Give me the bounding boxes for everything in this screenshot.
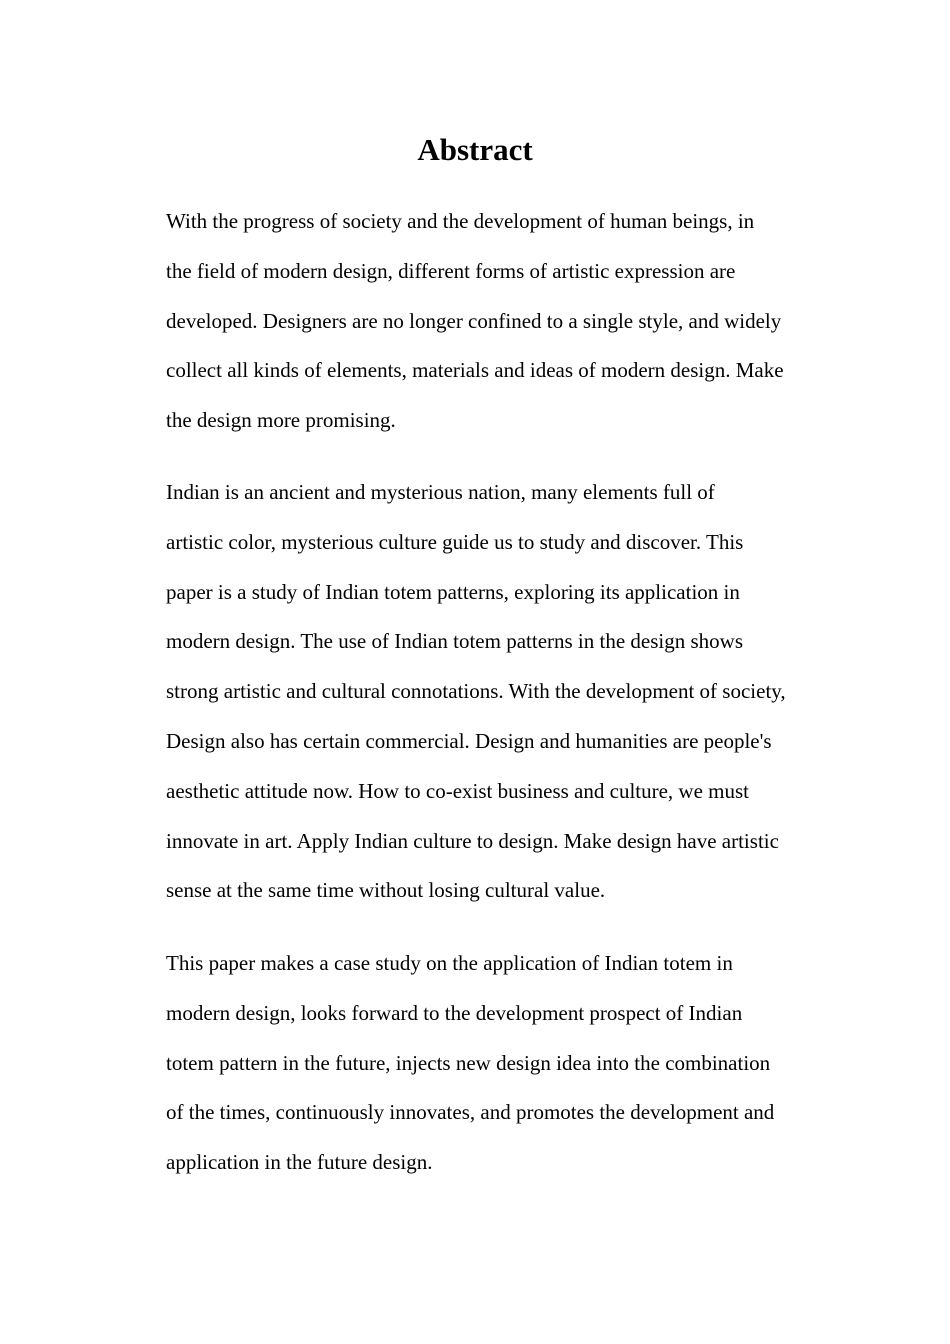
paragraph-line: strong artistic and cultural connotations. With the development of society, xyxy=(166,679,786,704)
paragraph-line: This paper makes a case study on the application of Indian totem in xyxy=(166,951,733,975)
paragraph-line: collect all kinds of elements, materials and ideas of modern design. Make xyxy=(166,358,784,383)
paragraph-line: Design also has certain commercial. Design and humanities are people's xyxy=(166,728,772,753)
abstract-paragraph-1 xyxy=(144,197,809,446)
paragraph-line: modern design. The use of Indian totem patterns in the design shows xyxy=(166,629,744,654)
abstract-paragraph-3 xyxy=(144,939,809,1188)
paragraph-line: sense at the same time without losing cultural value. xyxy=(166,878,606,903)
page-title: Abstract xyxy=(417,132,533,167)
paragraph-line: innovate in art. Apply Indian culture to design. Make design have artistic xyxy=(166,828,779,853)
paragraph-line: developed. Designers are no longer confined to a single style, and widely xyxy=(166,308,782,333)
paragraph-line: artistic color, mysterious culture guide us to study and discover. This xyxy=(166,529,744,554)
paragraph-line: With the progress of society and the development of human beings, in xyxy=(166,209,755,233)
paragraph-line: modern design, looks forward to the development prospect of Indian xyxy=(166,1000,743,1025)
paragraph-line: paper is a study of Indian totem patterns, exploring its application in xyxy=(166,579,740,604)
paragraph-line: totem pattern in the future, injects new design idea into the combination xyxy=(166,1050,771,1075)
paragraph-line: aesthetic attitude now. How to co-exist business and culture, we must xyxy=(166,778,750,803)
paragraph-line: Indian is an ancient and mysterious nation, many elements full of xyxy=(166,480,715,504)
abstract-paragraph-2 xyxy=(144,468,809,916)
paragraph-line: application in the future design. xyxy=(166,1150,433,1175)
paragraph-line: the field of modern design, different forms of artistic expression are xyxy=(166,258,736,283)
paragraph-line: of the times, continuously innovates, and promotes the development and xyxy=(166,1100,775,1125)
paragraph-line: the design more promising. xyxy=(166,408,396,433)
